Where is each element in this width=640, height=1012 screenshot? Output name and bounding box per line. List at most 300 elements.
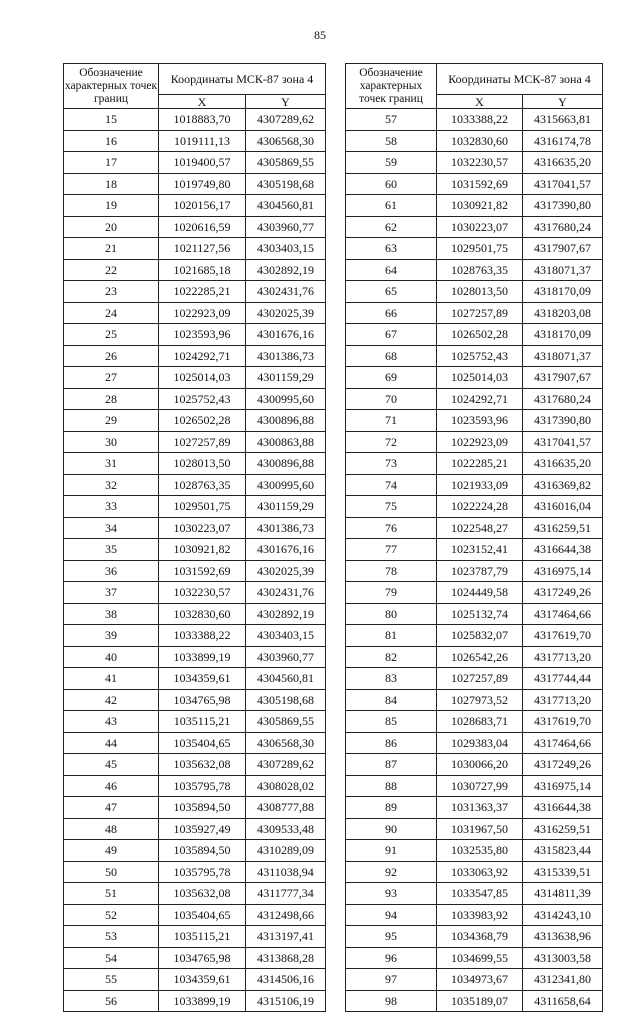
y-coordinate-cell: 4316174,78: [523, 130, 603, 152]
x-coordinate-cell: 1026502,28: [159, 410, 246, 432]
point-number-cell: 44: [64, 732, 159, 754]
x-coordinate-cell: 1028763,35: [437, 259, 523, 281]
point-number-cell: 28: [64, 388, 159, 410]
table-row: [64, 668, 326, 690]
table-row: [64, 646, 326, 668]
x-coordinate-cell: 1028763,35: [159, 474, 246, 496]
point-number-cell: 18: [64, 173, 159, 195]
point-number-cell: 19: [64, 195, 159, 217]
x-coordinate-cell: 1029501,75: [437, 238, 523, 260]
y-coordinate-cell: 4312341,80: [523, 969, 603, 991]
point-number-cell: 69: [346, 367, 437, 389]
y-coordinate-cell: 4309533,48: [246, 818, 326, 840]
y-coordinate-cell: 4300995,60: [246, 388, 326, 410]
y-coordinate-cell: 4300995,60: [246, 474, 326, 496]
x-coordinate-cell: 1021127,56: [159, 238, 246, 260]
y-coordinate-cell: 4302025,39: [246, 302, 326, 324]
point-number-cell: 47: [64, 797, 159, 819]
y-coordinate-cell: 4317680,24: [523, 216, 603, 238]
table-row: [346, 539, 603, 561]
x-coordinate-cell: 1022285,21: [437, 453, 523, 475]
table-row: [346, 625, 603, 647]
table-row: [346, 904, 603, 926]
table-row: [64, 582, 326, 604]
y-column-header: Y: [246, 95, 326, 109]
y-coordinate-cell: 4311777,34: [246, 883, 326, 905]
x-coordinate-cell: 1035632,08: [159, 754, 246, 776]
point-number-cell: 60: [346, 173, 437, 195]
y-coordinate-cell: 4316635,20: [523, 152, 603, 174]
point-number-cell: 98: [346, 990, 437, 1012]
table-row: [346, 969, 603, 991]
point-number-cell: 42: [64, 689, 159, 711]
x-coordinate-cell: 1030727,99: [437, 775, 523, 797]
y-coordinate-cell: 4316644,38: [523, 539, 603, 561]
y-coordinate-cell: 4317907,67: [523, 238, 603, 260]
y-coordinate-cell: 4318071,37: [523, 345, 603, 367]
x-coordinate-cell: 1033547,85: [437, 883, 523, 905]
x-coordinate-cell: 1034359,61: [159, 969, 246, 991]
x-coordinate-cell: 1026502,28: [437, 324, 523, 346]
y-coordinate-cell: 4317744,44: [523, 668, 603, 690]
x-coordinate-cell: 1022548,27: [437, 517, 523, 539]
y-coordinate-cell: 4301159,29: [246, 367, 326, 389]
point-number-cell: 37: [64, 582, 159, 604]
x-coordinate-cell: 1033388,22: [159, 625, 246, 647]
table-row: [64, 130, 326, 152]
y-coordinate-cell: 4316369,82: [523, 474, 603, 496]
coordinates-table-right: [345, 63, 603, 1012]
x-coordinate-cell: 1018883,70: [159, 109, 246, 131]
table-row: [346, 130, 603, 152]
point-number-cell: 80: [346, 603, 437, 625]
x-coordinate-cell: 1019111,13: [159, 130, 246, 152]
table-row: [346, 453, 603, 475]
page-number: 85: [314, 28, 326, 42]
point-number-cell: 86: [346, 732, 437, 754]
y-coordinate-cell: 4318170,09: [523, 281, 603, 303]
y-coordinate-cell: 4317041,57: [523, 173, 603, 195]
table-row: [346, 818, 603, 840]
x-coordinate-cell: 1019400,57: [159, 152, 246, 174]
x-coordinate-cell: 1032830,60: [437, 130, 523, 152]
point-number-cell: 92: [346, 861, 437, 883]
y-coordinate-cell: 4317680,24: [523, 388, 603, 410]
y-coordinate-cell: 4313638,96: [523, 926, 603, 948]
table-row: [346, 238, 603, 260]
x-coordinate-cell: 1035404,65: [159, 732, 246, 754]
x-coordinate-cell: 1034359,61: [159, 668, 246, 690]
y-coordinate-cell: 4318203,08: [523, 302, 603, 324]
point-number-cell: 84: [346, 689, 437, 711]
y-coordinate-cell: 4317390,80: [523, 195, 603, 217]
y-coordinate-cell: 4315823,44: [523, 840, 603, 862]
table-row: [64, 367, 326, 389]
table-row: [346, 582, 603, 604]
table-row: [64, 496, 326, 518]
x-coordinate-cell: 1022923,09: [437, 431, 523, 453]
point-number-cell: 87: [346, 754, 437, 776]
table-row: [346, 431, 603, 453]
x-coordinate-cell: 1034765,98: [159, 947, 246, 969]
table-row: [346, 797, 603, 819]
table-row: [346, 646, 603, 668]
point-designation-header: Обозначение характерных точек границ: [64, 64, 159, 109]
point-number-cell: 95: [346, 926, 437, 948]
table-row: [64, 173, 326, 195]
x-coordinate-cell: 1024449,58: [437, 582, 523, 604]
table-row: [346, 947, 603, 969]
x-coordinate-cell: 1028013,50: [437, 281, 523, 303]
point-number-cell: 16: [64, 130, 159, 152]
x-coordinate-cell: 1027257,89: [159, 431, 246, 453]
y-coordinate-cell: 4304560,81: [246, 668, 326, 690]
x-coordinate-cell: 1031967,50: [437, 818, 523, 840]
table-row: [64, 711, 326, 733]
table-row: [64, 883, 326, 905]
x-coordinate-cell: 1035894,50: [159, 797, 246, 819]
point-number-cell: 89: [346, 797, 437, 819]
point-number-cell: 75: [346, 496, 437, 518]
x-coordinate-cell: 1021933,09: [437, 474, 523, 496]
y-coordinate-cell: 4310289,09: [246, 840, 326, 862]
y-coordinate-cell: 4312498,66: [246, 904, 326, 926]
table-row: [64, 990, 326, 1012]
y-coordinate-cell: 4317619,70: [523, 625, 603, 647]
x-coordinate-cell: 1035927,49: [159, 818, 246, 840]
table-row: [64, 324, 326, 346]
table-row: [64, 388, 326, 410]
table-row: [346, 754, 603, 776]
y-coordinate-cell: 4316259,51: [523, 517, 603, 539]
point-number-cell: 59: [346, 152, 437, 174]
x-coordinate-cell: 1034765,98: [159, 689, 246, 711]
x-column-header: X: [159, 95, 246, 109]
y-coordinate-cell: 4318170,09: [523, 324, 603, 346]
table-row: [64, 732, 326, 754]
point-number-cell: 49: [64, 840, 159, 862]
x-coordinate-cell: 1029501,75: [159, 496, 246, 518]
point-number-cell: 76: [346, 517, 437, 539]
table-row: [346, 926, 603, 948]
point-number-cell: 67: [346, 324, 437, 346]
y-coordinate-cell: 4307289,62: [246, 754, 326, 776]
point-number-cell: 35: [64, 539, 159, 561]
point-number-cell: 63: [346, 238, 437, 260]
table-row: [64, 517, 326, 539]
y-coordinate-cell: 4300863,88: [246, 431, 326, 453]
table-row: [346, 259, 603, 281]
point-number-cell: 78: [346, 560, 437, 582]
table-row: [64, 474, 326, 496]
x-coordinate-cell: 1025014,03: [437, 367, 523, 389]
table-row: [64, 539, 326, 561]
table-row: [64, 259, 326, 281]
point-number-cell: 58: [346, 130, 437, 152]
table-row: [64, 281, 326, 303]
x-coordinate-cell: 1026542,26: [437, 646, 523, 668]
point-number-cell: 17: [64, 152, 159, 174]
x-coordinate-cell: 1024292,71: [159, 345, 246, 367]
y-coordinate-cell: 4305869,55: [246, 152, 326, 174]
point-number-cell: 29: [64, 410, 159, 432]
y-column-header: Y: [523, 95, 603, 109]
x-coordinate-cell: 1023787,79: [437, 560, 523, 582]
table-row: [64, 926, 326, 948]
point-number-cell: 81: [346, 625, 437, 647]
x-coordinate-cell: 1030921,82: [159, 539, 246, 561]
point-number-cell: 46: [64, 775, 159, 797]
y-coordinate-cell: 4304560,81: [246, 195, 326, 217]
point-number-cell: 32: [64, 474, 159, 496]
x-coordinate-cell: 1022923,09: [159, 302, 246, 324]
table-row: [64, 775, 326, 797]
table-row: [64, 345, 326, 367]
x-coordinate-cell: 1035795,78: [159, 775, 246, 797]
x-coordinate-cell: 1035894,50: [159, 840, 246, 862]
point-number-cell: 24: [64, 302, 159, 324]
y-coordinate-cell: 4302431,76: [246, 281, 326, 303]
point-number-cell: 71: [346, 410, 437, 432]
table-row: [346, 861, 603, 883]
x-coordinate-cell: 1031592,69: [159, 560, 246, 582]
table-row: [64, 797, 326, 819]
x-coordinate-cell: 1032830,60: [159, 603, 246, 625]
point-number-cell: 55: [64, 969, 159, 991]
point-number-cell: 34: [64, 517, 159, 539]
y-coordinate-cell: 4301676,16: [246, 324, 326, 346]
y-coordinate-cell: 4317390,80: [523, 410, 603, 432]
x-coordinate-cell: 1034973,67: [437, 969, 523, 991]
x-coordinate-cell: 1032230,57: [159, 582, 246, 604]
x-coordinate-cell: 1033899,19: [159, 990, 246, 1012]
x-coordinate-cell: 1035189,07: [437, 990, 523, 1012]
x-coordinate-cell: 1025752,43: [437, 345, 523, 367]
x-coordinate-cell: 1027973,52: [437, 689, 523, 711]
x-coordinate-cell: 1033983,92: [437, 904, 523, 926]
point-number-cell: 97: [346, 969, 437, 991]
x-coordinate-cell: 1027257,89: [437, 302, 523, 324]
x-coordinate-cell: 1028683,71: [437, 711, 523, 733]
table-row: [64, 195, 326, 217]
x-coordinate-cell: 1025752,43: [159, 388, 246, 410]
point-number-cell: 41: [64, 668, 159, 690]
y-coordinate-cell: 4314811,39: [523, 883, 603, 905]
point-number-cell: 66: [346, 302, 437, 324]
y-coordinate-cell: 4311038,94: [246, 861, 326, 883]
table-row: [64, 152, 326, 174]
x-coordinate-cell: 1023593,96: [437, 410, 523, 432]
x-coordinate-cell: 1031592,69: [437, 173, 523, 195]
y-coordinate-cell: 4316635,20: [523, 453, 603, 475]
table-row: [64, 238, 326, 260]
y-coordinate-cell: 4303403,15: [246, 625, 326, 647]
table-row: [346, 689, 603, 711]
y-coordinate-cell: 4305198,68: [246, 689, 326, 711]
point-number-cell: 54: [64, 947, 159, 969]
y-coordinate-cell: 4314243,10: [523, 904, 603, 926]
point-number-cell: 82: [346, 646, 437, 668]
y-coordinate-cell: 4311658,64: [523, 990, 603, 1012]
point-number-cell: 33: [64, 496, 159, 518]
point-number-cell: 51: [64, 883, 159, 905]
y-coordinate-cell: 4317249,26: [523, 582, 603, 604]
point-number-cell: 39: [64, 625, 159, 647]
point-number-cell: 65: [346, 281, 437, 303]
y-coordinate-cell: 4300896,88: [246, 410, 326, 432]
x-coordinate-cell: 1027257,89: [437, 668, 523, 690]
table-row: [64, 560, 326, 582]
point-number-cell: 77: [346, 539, 437, 561]
table-row: [346, 474, 603, 496]
point-number-cell: 45: [64, 754, 159, 776]
x-coordinate-cell: 1033388,22: [437, 109, 523, 131]
point-number-cell: 50: [64, 861, 159, 883]
table-row: [64, 754, 326, 776]
x-coordinate-cell: 1030223,07: [159, 517, 246, 539]
x-coordinate-cell: 1035115,21: [159, 926, 246, 948]
y-coordinate-cell: 4303403,15: [246, 238, 326, 260]
y-coordinate-cell: 4302892,19: [246, 603, 326, 625]
x-coordinate-cell: 1034699,55: [437, 947, 523, 969]
y-coordinate-cell: 4317713,20: [523, 646, 603, 668]
y-coordinate-cell: 4300896,88: [246, 453, 326, 475]
table-row: [346, 302, 603, 324]
y-coordinate-cell: 4305869,55: [246, 711, 326, 733]
table-row: [64, 625, 326, 647]
y-coordinate-cell: 4313197,41: [246, 926, 326, 948]
point-number-cell: 72: [346, 431, 437, 453]
point-number-cell: 26: [64, 345, 159, 367]
x-coordinate-cell: 1022285,21: [159, 281, 246, 303]
point-number-cell: 25: [64, 324, 159, 346]
x-coordinate-cell: 1029383,04: [437, 732, 523, 754]
table-row: [64, 302, 326, 324]
y-coordinate-cell: 4316975,14: [523, 775, 603, 797]
point-number-cell: 73: [346, 453, 437, 475]
y-coordinate-cell: 4301676,16: [246, 539, 326, 561]
y-coordinate-cell: 4308028,02: [246, 775, 326, 797]
table-row: [64, 109, 326, 131]
y-coordinate-cell: 4301386,73: [246, 345, 326, 367]
y-coordinate-cell: 4318071,37: [523, 259, 603, 281]
table-row: [346, 711, 603, 733]
coordinates-header: Координаты МСК-87 зона 4: [437, 64, 603, 95]
y-coordinate-cell: 4316259,51: [523, 818, 603, 840]
x-coordinate-cell: 1028013,50: [159, 453, 246, 475]
point-number-cell: 74: [346, 474, 437, 496]
table-row: [346, 990, 603, 1012]
point-number-cell: 36: [64, 560, 159, 582]
y-coordinate-cell: 4306568,30: [246, 732, 326, 754]
table-row: [346, 517, 603, 539]
x-coordinate-cell: 1032230,57: [437, 152, 523, 174]
table-row: [346, 840, 603, 862]
y-coordinate-cell: 4317464,66: [523, 603, 603, 625]
point-number-cell: 56: [64, 990, 159, 1012]
x-coordinate-cell: 1025014,03: [159, 367, 246, 389]
y-coordinate-cell: 4314506,16: [246, 969, 326, 991]
x-coordinate-cell: 1035632,08: [159, 883, 246, 905]
point-number-cell: 64: [346, 259, 437, 281]
point-number-cell: 52: [64, 904, 159, 926]
table-row: [346, 883, 603, 905]
point-number-cell: 85: [346, 711, 437, 733]
x-coordinate-cell: 1022224,28: [437, 496, 523, 518]
table-row: [346, 345, 603, 367]
point-number-cell: 68: [346, 345, 437, 367]
table-row: [64, 410, 326, 432]
point-number-cell: 31: [64, 453, 159, 475]
coordinates-header: Координаты МСК-87 зона 4: [159, 64, 326, 95]
point-number-cell: 27: [64, 367, 159, 389]
point-number-cell: 61: [346, 195, 437, 217]
point-number-cell: 15: [64, 109, 159, 131]
point-number-cell: 96: [346, 947, 437, 969]
x-coordinate-cell: 1030921,82: [437, 195, 523, 217]
point-number-cell: 93: [346, 883, 437, 905]
y-coordinate-cell: 4317041,57: [523, 431, 603, 453]
x-coordinate-cell: 1020616,59: [159, 216, 246, 238]
y-coordinate-cell: 4302025,39: [246, 560, 326, 582]
table-body: [64, 109, 326, 1012]
y-coordinate-cell: 4305198,68: [246, 173, 326, 195]
y-coordinate-cell: 4316975,14: [523, 560, 603, 582]
table-row: [64, 603, 326, 625]
table-row: [346, 367, 603, 389]
point-number-cell: 79: [346, 582, 437, 604]
y-coordinate-cell: 4315106,19: [246, 990, 326, 1012]
x-coordinate-cell: 1020156,17: [159, 195, 246, 217]
table-row: [346, 216, 603, 238]
x-coordinate-cell: 1030066,20: [437, 754, 523, 776]
table-row: [64, 969, 326, 991]
point-number-cell: 43: [64, 711, 159, 733]
y-coordinate-cell: 4301159,29: [246, 496, 326, 518]
table-row: [64, 840, 326, 862]
point-number-cell: 22: [64, 259, 159, 281]
x-coordinate-cell: 1025132,74: [437, 603, 523, 625]
table-row: [64, 818, 326, 840]
y-coordinate-cell: 4307289,62: [246, 109, 326, 131]
table-row: [346, 173, 603, 195]
coordinates-table-left: [63, 63, 326, 1012]
y-coordinate-cell: 4315663,81: [523, 109, 603, 131]
table-row: [346, 195, 603, 217]
point-number-cell: 91: [346, 840, 437, 862]
table-row: [346, 732, 603, 754]
x-column-header: X: [437, 95, 523, 109]
y-coordinate-cell: 4303960,77: [246, 216, 326, 238]
y-coordinate-cell: 4306568,30: [246, 130, 326, 152]
point-designation-header: Обозначение характерных точек границ: [346, 64, 437, 109]
point-number-cell: 40: [64, 646, 159, 668]
point-number-cell: 23: [64, 281, 159, 303]
point-number-cell: 57: [346, 109, 437, 131]
x-coordinate-cell: 1019749,80: [159, 173, 246, 195]
table-body: [346, 109, 603, 1012]
x-coordinate-cell: 1034368,79: [437, 926, 523, 948]
table-row: [346, 775, 603, 797]
y-coordinate-cell: 4317619,70: [523, 711, 603, 733]
table-row: [346, 560, 603, 582]
y-coordinate-cell: 4317907,67: [523, 367, 603, 389]
x-coordinate-cell: 1033899,19: [159, 646, 246, 668]
x-coordinate-cell: 1021685,18: [159, 259, 246, 281]
table-row: [346, 668, 603, 690]
point-number-cell: 30: [64, 431, 159, 453]
point-number-cell: 20: [64, 216, 159, 238]
